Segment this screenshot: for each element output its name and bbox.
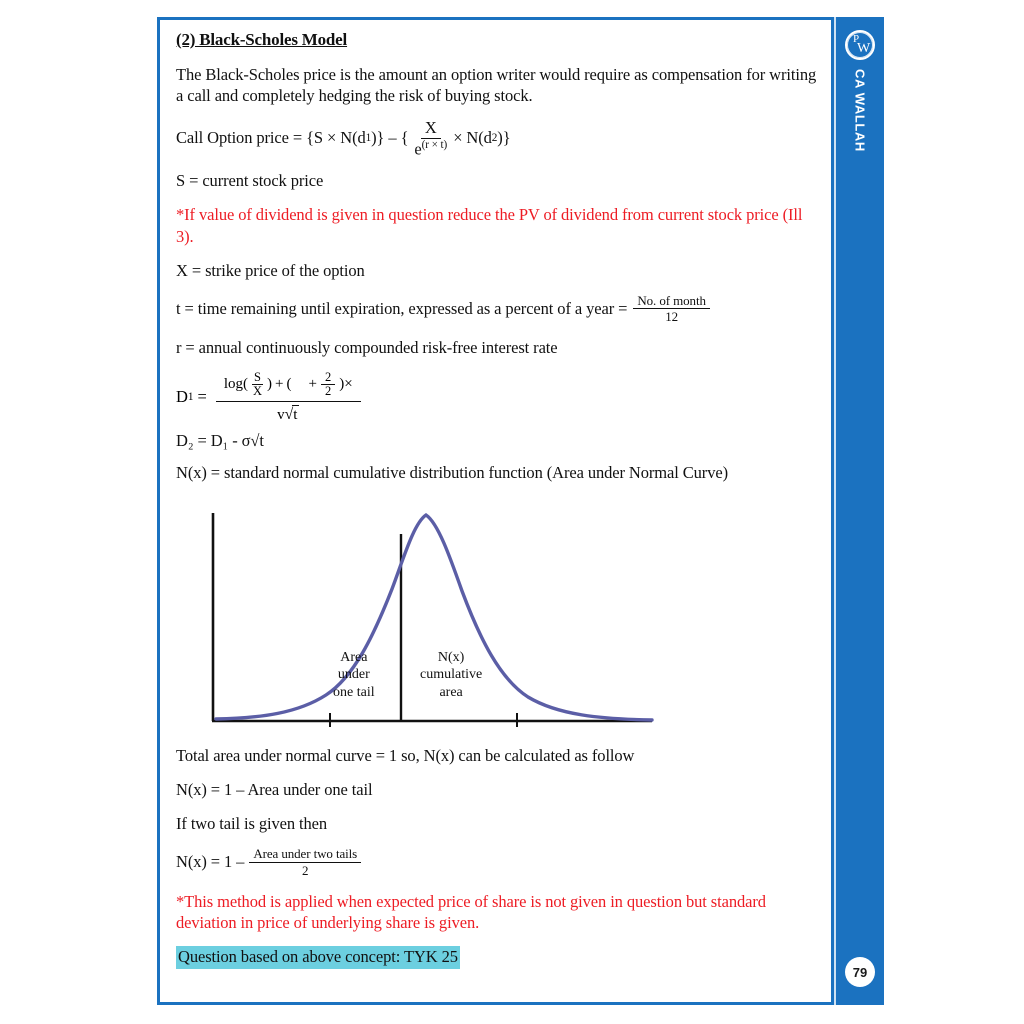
two-tail-intro: If two tail is given then xyxy=(176,814,328,834)
pw-logo-icon xyxy=(845,30,875,60)
two-tail-denominator: 2 xyxy=(302,862,309,878)
month-denominator: 12 xyxy=(665,309,679,325)
d1-fraction xyxy=(216,371,361,424)
nx-cumulative-area-label xyxy=(420,649,482,702)
two-tail-formula xyxy=(176,847,819,877)
method-note: *This method is applied when expected price of share is not given in question but standard deviation in price of underlying share is given. xyxy=(176,891,766,932)
call-option-tail-end: )} xyxy=(497,128,511,148)
e-base: e xyxy=(414,139,422,159)
call-option-lhs-tail: )} – { xyxy=(371,128,409,148)
d1-numerator xyxy=(216,371,361,402)
pw-logo-w: W xyxy=(857,41,871,56)
call-option-formula xyxy=(176,119,819,157)
brand-sidebar xyxy=(836,17,884,1005)
sq-denominator: 2 xyxy=(324,384,332,399)
page-number-badge: 79 xyxy=(845,957,875,987)
t-definition-text: t = time remaining until expiration, expressed as a percent of a year = xyxy=(176,298,628,318)
s-over-x-num: S xyxy=(254,370,261,385)
fraction-numerator: X xyxy=(421,119,441,138)
s-over-x-fraction xyxy=(251,371,264,399)
r-definition: r = annual continuously compounded risk-free interest rate xyxy=(176,338,558,358)
nx-label-line2: cumulative xyxy=(420,667,483,683)
sqrt-icon: √ xyxy=(284,405,294,423)
log-close: ) xyxy=(267,376,273,393)
tail-label-line1: Area xyxy=(340,649,368,665)
d2-formula: D₂ = D₁ - σ√t xyxy=(176,430,264,450)
call-option-lhs: Call Option price = {S × N(d xyxy=(176,128,366,148)
nx-label-line1: N(x) xyxy=(437,649,465,665)
tail-label-line2: under xyxy=(337,667,370,683)
x-over-e-fraction xyxy=(410,119,451,157)
content-frame xyxy=(157,17,833,1005)
sigma-squared-over-two xyxy=(321,371,335,398)
d1-den-v: v xyxy=(277,406,285,423)
d1-plus-two: + xyxy=(308,376,317,393)
d1-plus-one: + xyxy=(275,376,284,393)
question-reference: Question based on above concept: TYK 25 xyxy=(176,946,460,969)
call-option-lhs-sub: 1 xyxy=(365,132,372,145)
nx-definition: N(x) = standard normal cumulative distribution function (Area under Normal Curve) xyxy=(176,462,728,482)
e-exponent: (r × t) xyxy=(421,138,448,151)
d1-lhs-sub: 1 xyxy=(187,391,194,404)
document-body xyxy=(176,30,819,969)
sq-numerator: 2 xyxy=(321,371,335,385)
two-tail-lhs: N(x) = 1 – xyxy=(176,852,245,872)
two-tail-fraction xyxy=(249,847,361,877)
d1-equals: = xyxy=(197,387,207,407)
total-area-statement: Total area under normal curve = 1 so, N(x) can be calculated as follow xyxy=(176,745,635,765)
d1-paren-open: ( xyxy=(286,376,292,393)
t-definition xyxy=(176,294,819,324)
pw-logo-p: P xyxy=(853,33,860,45)
month-fraction xyxy=(633,294,710,324)
call-option-tail: × N(d xyxy=(453,128,492,148)
d1-denominator xyxy=(277,402,299,424)
page-title: (2) Black-Scholes Model xyxy=(176,30,348,49)
s-definition: S = current stock price xyxy=(176,171,324,191)
nx-one-tail-formula: N(x) = 1 – Area under one tail xyxy=(176,780,373,799)
month-numerator: No. of month xyxy=(633,294,710,310)
d1-paren-close: )× xyxy=(339,376,353,393)
normal-curve-figure xyxy=(202,499,672,731)
x-definition: X = strike price of the option xyxy=(176,260,365,280)
tail-label-line3: one tail xyxy=(333,684,375,700)
nx-label-line3: area xyxy=(439,684,463,700)
intro-paragraph: The Black-Scholes price is the amount an option writer would require as compensation for writing a call and completely hedging the risk of buying stock. xyxy=(176,65,817,106)
d1-den-root: t xyxy=(293,406,298,423)
question-reference-wrapper xyxy=(176,946,819,969)
two-tail-numerator: Area under two tails xyxy=(249,847,361,863)
d1-lhs: D xyxy=(176,387,188,407)
call-option-tail-sub: 2 xyxy=(491,132,498,145)
fraction-denominator xyxy=(410,139,451,158)
area-under-one-tail-label xyxy=(333,649,375,702)
pw-logo-inner-ring xyxy=(847,32,873,58)
brand-label: CA WALLAH xyxy=(852,69,868,152)
s-over-x-den: X xyxy=(253,384,263,399)
d1-formula xyxy=(176,371,819,424)
log-open: log( xyxy=(223,376,249,393)
dividend-note: *If value of dividend is given in question reduce the PV of dividend from current stock price (Ill 3). xyxy=(176,205,803,246)
